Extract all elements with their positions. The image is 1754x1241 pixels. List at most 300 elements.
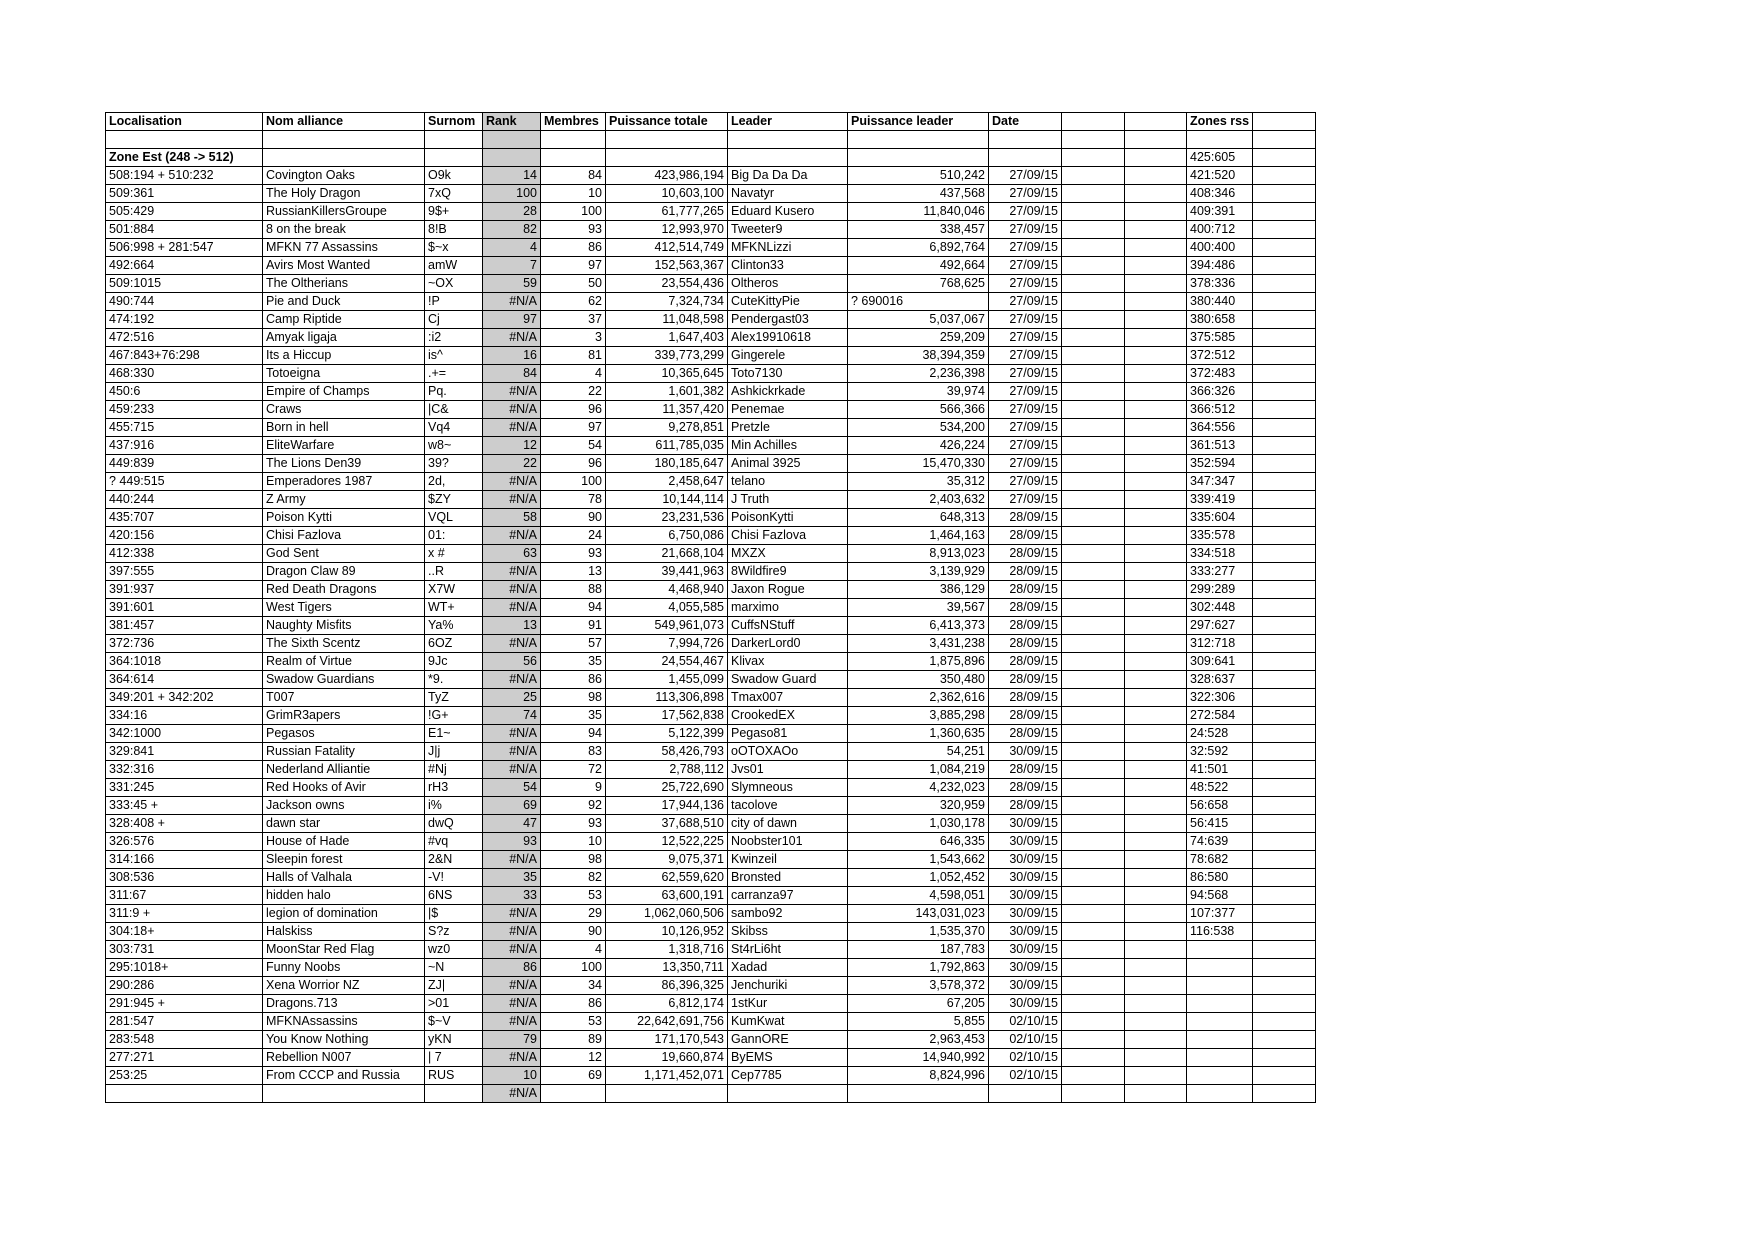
rank-cell[interactable]: #N/A	[483, 526, 541, 544]
rank-cell[interactable]: 74	[483, 706, 541, 724]
puissance-leader-cell[interactable]: 8,913,023	[848, 544, 989, 562]
date-cell[interactable]: 30/09/15	[989, 922, 1062, 940]
blank-1-cell[interactable]	[1062, 1066, 1125, 1084]
rank-cell[interactable]: #N/A	[483, 418, 541, 436]
localisation-cell[interactable]: 364:1018	[106, 652, 263, 670]
localisation-cell[interactable]: 468:330	[106, 364, 263, 382]
rank-cell[interactable]: #N/A	[483, 580, 541, 598]
leader-cell[interactable]: Cep7785	[728, 1066, 848, 1084]
rank-cell[interactable]: 100	[483, 184, 541, 202]
date-cell[interactable]: 28/09/15	[989, 634, 1062, 652]
puissance-totale-cell[interactable]: 86,396,325	[606, 976, 728, 994]
puissance-totale-cell[interactable]: 23,231,536	[606, 508, 728, 526]
membres-cell[interactable]: 88	[541, 580, 606, 598]
nom-alliance-cell[interactable]: Red Hooks of Avir	[263, 778, 425, 796]
blank-1-cell[interactable]	[1062, 328, 1125, 346]
surnom-cell[interactable]: X7W	[425, 580, 483, 598]
blank-3-cell[interactable]	[1253, 778, 1316, 796]
nom-alliance-cell[interactable]: MFKNAssassins	[263, 1012, 425, 1030]
date-cell[interactable]: 27/09/15	[989, 346, 1062, 364]
blank-3-cell[interactable]	[1253, 742, 1316, 760]
zones-rss-cell[interactable]: 272:584	[1187, 706, 1253, 724]
rank-cell[interactable]: 86	[483, 958, 541, 976]
surnom-cell[interactable]: |C&	[425, 400, 483, 418]
zones-rss-cell[interactable]	[1187, 1012, 1253, 1030]
blank-2-cell[interactable]	[1125, 184, 1187, 202]
zones-rss-cell[interactable]: 334:518	[1187, 544, 1253, 562]
puissance-totale-cell[interactable]: 2,458,647	[606, 472, 728, 490]
date-cell[interactable]	[989, 1084, 1062, 1102]
surnom-cell[interactable]: | 7	[425, 1048, 483, 1066]
blank-1-cell[interactable]	[1062, 454, 1125, 472]
blank-2-cell[interactable]	[1125, 616, 1187, 634]
rank-cell[interactable]: 25	[483, 688, 541, 706]
surnom-cell[interactable]: VQL	[425, 508, 483, 526]
blank-3-cell[interactable]	[1253, 634, 1316, 652]
nom-alliance-cell[interactable]: God Sent	[263, 544, 425, 562]
date-cell[interactable]: 28/09/15	[989, 796, 1062, 814]
nom-alliance-cell[interactable]: Dragons.713	[263, 994, 425, 1012]
blank-2-cell[interactable]	[1125, 886, 1187, 904]
nom-alliance-cell[interactable]: Red Death Dragons	[263, 580, 425, 598]
blank-1-cell[interactable]	[1062, 131, 1125, 149]
localisation-cell[interactable]: 440:244	[106, 490, 263, 508]
membres-cell[interactable]: 90	[541, 922, 606, 940]
membres-cell[interactable]: 86	[541, 670, 606, 688]
rank-cell[interactable]: #N/A	[483, 562, 541, 580]
blank-3-cell[interactable]	[1253, 1066, 1316, 1084]
rank-cell[interactable]: #N/A	[483, 724, 541, 742]
blank-2-cell[interactable]	[1125, 832, 1187, 850]
date-cell[interactable]: 28/09/15	[989, 670, 1062, 688]
blank-3-cell[interactable]	[1253, 184, 1316, 202]
surnom-cell[interactable]: wz0	[425, 940, 483, 958]
surnom-cell[interactable]: 39?	[425, 454, 483, 472]
blank-3-cell[interactable]	[1253, 346, 1316, 364]
nom-alliance-cell[interactable]: Russian Fatality	[263, 742, 425, 760]
blank-1-cell[interactable]	[1062, 292, 1125, 310]
localisation-cell[interactable]: 490:744	[106, 292, 263, 310]
zones-rss-cell[interactable]: 378:336	[1187, 274, 1253, 292]
blank-2-cell[interactable]	[1125, 652, 1187, 670]
rank-cell[interactable]: #N/A	[483, 742, 541, 760]
blank-2-cell[interactable]	[1125, 202, 1187, 220]
puissance-totale-cell[interactable]: 1,171,452,071	[606, 1066, 728, 1084]
header-date-cell[interactable]: Date	[989, 113, 1062, 131]
nom-alliance-cell[interactable]: Halskiss	[263, 922, 425, 940]
nom-alliance-cell[interactable]: Pie and Duck	[263, 292, 425, 310]
rank-cell[interactable]: 16	[483, 346, 541, 364]
surnom-cell[interactable]: RUS	[425, 1066, 483, 1084]
nom-alliance-cell[interactable]: Craws	[263, 400, 425, 418]
zones-rss-cell[interactable]: 400:400	[1187, 238, 1253, 256]
puissance-leader-cell[interactable]: 1,360,635	[848, 724, 989, 742]
blank-3-cell[interactable]	[1253, 202, 1316, 220]
leader-cell[interactable]: GannORE	[728, 1030, 848, 1048]
date-cell[interactable]: 28/09/15	[989, 688, 1062, 706]
puissance-totale-cell[interactable]: 21,668,104	[606, 544, 728, 562]
nom-alliance-cell[interactable]: 8 on the break	[263, 220, 425, 238]
surnom-cell[interactable]: rH3	[425, 778, 483, 796]
puissance-totale-cell[interactable]: 412,514,749	[606, 238, 728, 256]
membres-cell[interactable]: 94	[541, 598, 606, 616]
nom-alliance-cell[interactable]: Realm of Virtue	[263, 652, 425, 670]
rank-cell[interactable]: 14	[483, 166, 541, 184]
puissance-leader-cell[interactable]: 3,578,372	[848, 976, 989, 994]
rank-cell[interactable]: #N/A	[483, 1012, 541, 1030]
membres-cell[interactable]: 62	[541, 292, 606, 310]
blank-2-cell[interactable]	[1125, 364, 1187, 382]
puissance-leader-cell[interactable]: 8,824,996	[848, 1066, 989, 1084]
leader-cell[interactable]: MXZX	[728, 544, 848, 562]
blank-2-cell[interactable]	[1125, 1048, 1187, 1066]
leader-cell[interactable]: tacolove	[728, 796, 848, 814]
leader-cell[interactable]: Big Da Da Da	[728, 166, 848, 184]
rank-cell[interactable]: 69	[483, 796, 541, 814]
zones-rss-cell[interactable]	[1187, 1048, 1253, 1066]
blank-1-cell[interactable]	[1062, 148, 1125, 166]
zones-rss-cell[interactable]: 24:528	[1187, 724, 1253, 742]
blank-1-cell[interactable]	[1062, 922, 1125, 940]
surnom-cell[interactable]: #Nj	[425, 760, 483, 778]
date-cell[interactable]: 27/09/15	[989, 310, 1062, 328]
zones-rss-cell[interactable]: 347:347	[1187, 472, 1253, 490]
membres-cell[interactable]: 94	[541, 724, 606, 742]
blank-2-cell[interactable]	[1125, 382, 1187, 400]
zones-rss-cell[interactable]: 56:415	[1187, 814, 1253, 832]
surnom-cell[interactable]: w8~	[425, 436, 483, 454]
date-cell[interactable]	[989, 131, 1062, 149]
nom-alliance-cell[interactable]: Totoeigna	[263, 364, 425, 382]
localisation-cell[interactable]: 304:18+	[106, 922, 263, 940]
membres-cell[interactable]	[541, 1084, 606, 1102]
blank-3-cell[interactable]	[1253, 688, 1316, 706]
blank-3-cell[interactable]	[1253, 958, 1316, 976]
surnom-cell[interactable]: *9.	[425, 670, 483, 688]
blank-1-cell[interactable]	[1062, 1084, 1125, 1102]
rank-cell[interactable]	[483, 148, 541, 166]
localisation-cell[interactable]: 291:945 +	[106, 994, 263, 1012]
puissance-totale-cell[interactable]: 11,357,420	[606, 400, 728, 418]
membres-cell[interactable]: 13	[541, 562, 606, 580]
membres-cell[interactable]: 35	[541, 652, 606, 670]
puissance-totale-cell[interactable]: 339,773,299	[606, 346, 728, 364]
nom-alliance-cell[interactable]: T007	[263, 688, 425, 706]
localisation-cell[interactable]: 435:707	[106, 508, 263, 526]
surnom-cell[interactable]: ZJ|	[425, 976, 483, 994]
blank-3-cell[interactable]	[1253, 454, 1316, 472]
surnom-cell[interactable]: Vq4	[425, 418, 483, 436]
date-cell[interactable]: 27/09/15	[989, 454, 1062, 472]
zones-rss-cell[interactable]: 366:512	[1187, 400, 1253, 418]
leader-cell[interactable]: KumKwat	[728, 1012, 848, 1030]
blank-3-cell[interactable]	[1253, 274, 1316, 292]
puissance-totale-cell[interactable]: 10,365,645	[606, 364, 728, 382]
membres-cell[interactable]: 24	[541, 526, 606, 544]
blank-3-cell[interactable]	[1253, 904, 1316, 922]
blank-3-cell[interactable]	[1253, 238, 1316, 256]
nom-alliance-cell[interactable]: The Sixth Scentz	[263, 634, 425, 652]
membres-cell[interactable]: 4	[541, 940, 606, 958]
membres-cell[interactable]: 53	[541, 886, 606, 904]
blank-2-cell[interactable]	[1125, 238, 1187, 256]
zones-rss-cell[interactable]: 297:627	[1187, 616, 1253, 634]
puissance-totale-cell[interactable]: 7,994,726	[606, 634, 728, 652]
nom-alliance-cell[interactable]: hidden halo	[263, 886, 425, 904]
leader-cell[interactable]: 1stKur	[728, 994, 848, 1012]
membres-cell[interactable]: 98	[541, 688, 606, 706]
blank-2-cell[interactable]	[1125, 508, 1187, 526]
blank-1-cell[interactable]	[1062, 706, 1125, 724]
puissance-leader-cell[interactable]: 386,129	[848, 580, 989, 598]
nom-alliance-cell[interactable]: Funny Noobs	[263, 958, 425, 976]
zones-rss-cell[interactable]: 375:585	[1187, 328, 1253, 346]
puissance-totale-cell[interactable]: 9,075,371	[606, 850, 728, 868]
puissance-leader-cell[interactable]: 1,792,863	[848, 958, 989, 976]
header-membres-cell[interactable]: Membres	[541, 113, 606, 131]
blank-3-cell[interactable]	[1253, 922, 1316, 940]
blank-2-cell[interactable]	[1125, 868, 1187, 886]
date-cell[interactable]: 28/09/15	[989, 598, 1062, 616]
leader-cell[interactable]: Jaxon Rogue	[728, 580, 848, 598]
blank-1-cell[interactable]	[1062, 472, 1125, 490]
membres-cell[interactable]: 91	[541, 616, 606, 634]
date-cell[interactable]: 27/09/15	[989, 364, 1062, 382]
blank-2-cell[interactable]	[1125, 166, 1187, 184]
zones-rss-cell[interactable]: 364:556	[1187, 418, 1253, 436]
zones-rss-cell[interactable]	[1187, 994, 1253, 1012]
nom-alliance-cell[interactable]: MoonStar Red Flag	[263, 940, 425, 958]
leader-cell[interactable]: Skibss	[728, 922, 848, 940]
leader-cell[interactable]	[728, 131, 848, 149]
nom-alliance-cell[interactable]: Dragon Claw 89	[263, 562, 425, 580]
puissance-totale-cell[interactable]: 549,961,073	[606, 616, 728, 634]
zones-rss-cell[interactable]: 74:639	[1187, 832, 1253, 850]
puissance-totale-cell[interactable]: 2,788,112	[606, 760, 728, 778]
blank-1-cell[interactable]	[1062, 778, 1125, 796]
puissance-leader-cell[interactable]: 259,209	[848, 328, 989, 346]
zones-rss-cell[interactable]: 328:637	[1187, 670, 1253, 688]
surnom-cell[interactable]: 9Jc	[425, 652, 483, 670]
membres-cell[interactable]: 54	[541, 436, 606, 454]
membres-cell[interactable]: 22	[541, 382, 606, 400]
leader-cell[interactable]: J Truth	[728, 490, 848, 508]
nom-alliance-cell[interactable]: Emperadores 1987	[263, 472, 425, 490]
puissance-leader-cell[interactable]: 338,457	[848, 220, 989, 238]
puissance-leader-cell[interactable]: 1,052,452	[848, 868, 989, 886]
date-cell[interactable]: 30/09/15	[989, 832, 1062, 850]
membres-cell[interactable]: 100	[541, 202, 606, 220]
blank-2-cell[interactable]	[1125, 1030, 1187, 1048]
blank-2-cell[interactable]	[1125, 796, 1187, 814]
date-cell[interactable]: 30/09/15	[989, 940, 1062, 958]
date-cell[interactable]: 30/09/15	[989, 868, 1062, 886]
puissance-totale-cell[interactable]: 23,554,436	[606, 274, 728, 292]
nom-alliance-cell[interactable]: EliteWarfare	[263, 436, 425, 454]
blank-3-cell[interactable]	[1253, 508, 1316, 526]
localisation-cell[interactable]: 334:16	[106, 706, 263, 724]
date-cell[interactable]: 27/09/15	[989, 328, 1062, 346]
puissance-leader-cell[interactable]: 426,224	[848, 436, 989, 454]
header-blank-3-cell[interactable]	[1253, 113, 1316, 131]
leader-cell[interactable]: ByEMS	[728, 1048, 848, 1066]
blank-1-cell[interactable]	[1062, 184, 1125, 202]
puissance-totale-cell[interactable]: 63,600,191	[606, 886, 728, 904]
puissance-totale-cell[interactable]: 62,559,620	[606, 868, 728, 886]
localisation-cell[interactable]: 472:516	[106, 328, 263, 346]
zones-rss-cell[interactable]: 302:448	[1187, 598, 1253, 616]
blank-1-cell[interactable]	[1062, 616, 1125, 634]
leader-cell[interactable]: Jvs01	[728, 760, 848, 778]
zones-rss-cell[interactable]: 372:512	[1187, 346, 1253, 364]
zones-rss-cell[interactable]: 309:641	[1187, 652, 1253, 670]
date-cell[interactable]: 28/09/15	[989, 544, 1062, 562]
blank-3-cell[interactable]	[1253, 544, 1316, 562]
blank-2-cell[interactable]	[1125, 544, 1187, 562]
puissance-leader-cell[interactable]: 2,236,398	[848, 364, 989, 382]
blank-1-cell[interactable]	[1062, 400, 1125, 418]
blank-3-cell[interactable]	[1253, 1012, 1316, 1030]
puissance-totale-cell[interactable]: 6,750,086	[606, 526, 728, 544]
rank-cell[interactable]: #N/A	[483, 994, 541, 1012]
leader-cell[interactable]: Navatyr	[728, 184, 848, 202]
blank-3-cell[interactable]	[1253, 526, 1316, 544]
leader-cell[interactable]: Animal 3925	[728, 454, 848, 472]
blank-1-cell[interactable]	[1062, 634, 1125, 652]
leader-cell[interactable]: CuffsNStuff	[728, 616, 848, 634]
date-cell[interactable]: 30/09/15	[989, 814, 1062, 832]
puissance-totale-cell[interactable]: 1,318,716	[606, 940, 728, 958]
membres-cell[interactable]: 29	[541, 904, 606, 922]
blank-3-cell[interactable]	[1253, 292, 1316, 310]
blank-2-cell[interactable]	[1125, 778, 1187, 796]
blank-3-cell[interactable]	[1253, 760, 1316, 778]
puissance-leader-cell[interactable]: 5,855	[848, 1012, 989, 1030]
leader-cell[interactable]: 8Wildfire9	[728, 562, 848, 580]
rank-cell[interactable]: #N/A	[483, 490, 541, 508]
date-cell[interactable]: 27/09/15	[989, 238, 1062, 256]
blank-1-cell[interactable]	[1062, 490, 1125, 508]
localisation-cell[interactable]: 509:1015	[106, 274, 263, 292]
puissance-leader-cell[interactable]: 492,664	[848, 256, 989, 274]
leader-cell[interactable]: DarkerLord0	[728, 634, 848, 652]
surnom-cell[interactable]: TyZ	[425, 688, 483, 706]
puissance-leader-cell[interactable]: 15,470,330	[848, 454, 989, 472]
rank-cell[interactable]: #N/A	[483, 292, 541, 310]
blank-3-cell[interactable]	[1253, 148, 1316, 166]
localisation-cell[interactable]: 253:25	[106, 1066, 263, 1084]
puissance-leader-cell[interactable]: 768,625	[848, 274, 989, 292]
membres-cell[interactable]: 10	[541, 832, 606, 850]
puissance-totale-cell[interactable]: 11,048,598	[606, 310, 728, 328]
puissance-totale-cell[interactable]: 113,306,898	[606, 688, 728, 706]
leader-cell[interactable]: Alex19910618	[728, 328, 848, 346]
leader-cell[interactable]: Chisi Fazlova	[728, 526, 848, 544]
puissance-leader-cell[interactable]: 38,394,359	[848, 346, 989, 364]
nom-alliance-cell[interactable]: The Oltherians	[263, 274, 425, 292]
date-cell[interactable]: 27/09/15	[989, 382, 1062, 400]
leader-cell[interactable]: Xadad	[728, 958, 848, 976]
localisation-cell[interactable]: 349:201 + 342:202	[106, 688, 263, 706]
leader-cell[interactable]: CrookedEX	[728, 706, 848, 724]
date-cell[interactable]: 30/09/15	[989, 742, 1062, 760]
localisation-cell[interactable]: 381:457	[106, 616, 263, 634]
blank-3-cell[interactable]	[1253, 868, 1316, 886]
surnom-cell[interactable]: J|j	[425, 742, 483, 760]
zones-rss-cell[interactable]: 78:682	[1187, 850, 1253, 868]
nom-alliance-cell[interactable]: dawn star	[263, 814, 425, 832]
header-zones-rss-cell[interactable]: Zones rss	[1187, 113, 1253, 131]
leader-cell[interactable]: Gingerele	[728, 346, 848, 364]
zones-rss-cell[interactable]: 333:277	[1187, 562, 1253, 580]
membres-cell[interactable]: 92	[541, 796, 606, 814]
rank-cell[interactable]: 56	[483, 652, 541, 670]
blank-1-cell[interactable]	[1062, 436, 1125, 454]
zones-rss-cell[interactable]: 409:391	[1187, 202, 1253, 220]
membres-cell[interactable]	[541, 131, 606, 149]
blank-2-cell[interactable]	[1125, 742, 1187, 760]
leader-cell[interactable]: Slymneous	[728, 778, 848, 796]
nom-alliance-cell[interactable]: Halls of Valhala	[263, 868, 425, 886]
puissance-leader-cell[interactable]: 3,431,238	[848, 634, 989, 652]
puissance-totale-cell[interactable]	[606, 148, 728, 166]
date-cell[interactable]: 27/09/15	[989, 166, 1062, 184]
date-cell[interactable]: 28/09/15	[989, 562, 1062, 580]
surnom-cell[interactable]: amW	[425, 256, 483, 274]
surnom-cell[interactable]: #vq	[425, 832, 483, 850]
blank-3-cell[interactable]	[1253, 562, 1316, 580]
rank-cell[interactable]: #N/A	[483, 670, 541, 688]
surnom-cell[interactable]: 01:	[425, 526, 483, 544]
surnom-cell[interactable]: S?z	[425, 922, 483, 940]
rank-cell[interactable]: 28	[483, 202, 541, 220]
rank-cell[interactable]: 7	[483, 256, 541, 274]
membres-cell[interactable]: 53	[541, 1012, 606, 1030]
zones-rss-cell[interactable]: 361:513	[1187, 436, 1253, 454]
surnom-cell[interactable]: is^	[425, 346, 483, 364]
date-cell[interactable]: 27/09/15	[989, 184, 1062, 202]
membres-cell[interactable]	[541, 148, 606, 166]
localisation-cell[interactable]: 281:547	[106, 1012, 263, 1030]
puissance-leader-cell[interactable]: 4,232,023	[848, 778, 989, 796]
puissance-leader-cell[interactable]: 3,885,298	[848, 706, 989, 724]
surnom-cell[interactable]: !P	[425, 292, 483, 310]
leader-cell[interactable]: Eduard Kusero	[728, 202, 848, 220]
membres-cell[interactable]: 9	[541, 778, 606, 796]
surnom-cell[interactable]: 8!B	[425, 220, 483, 238]
membres-cell[interactable]: 96	[541, 400, 606, 418]
surnom-cell[interactable]	[425, 148, 483, 166]
blank-2-cell[interactable]	[1125, 940, 1187, 958]
zones-rss-cell[interactable]: 380:440	[1187, 292, 1253, 310]
rank-cell[interactable]: #N/A	[483, 400, 541, 418]
localisation-cell[interactable]	[106, 1084, 263, 1102]
localisation-cell[interactable]: 303:731	[106, 940, 263, 958]
rank-cell[interactable]: 4	[483, 238, 541, 256]
rank-cell[interactable]: #N/A	[483, 634, 541, 652]
membres-cell[interactable]: 35	[541, 706, 606, 724]
membres-cell[interactable]: 83	[541, 742, 606, 760]
localisation-cell[interactable]: 505:429	[106, 202, 263, 220]
nom-alliance-cell[interactable]: Z Army	[263, 490, 425, 508]
membres-cell[interactable]: 96	[541, 454, 606, 472]
localisation-cell[interactable]	[106, 131, 263, 149]
rank-cell[interactable]: 63	[483, 544, 541, 562]
blank-2-cell[interactable]	[1125, 1084, 1187, 1102]
rank-cell[interactable]: #N/A	[483, 328, 541, 346]
blank-1-cell[interactable]	[1062, 742, 1125, 760]
header-rank-cell[interactable]: Rank	[483, 113, 541, 131]
